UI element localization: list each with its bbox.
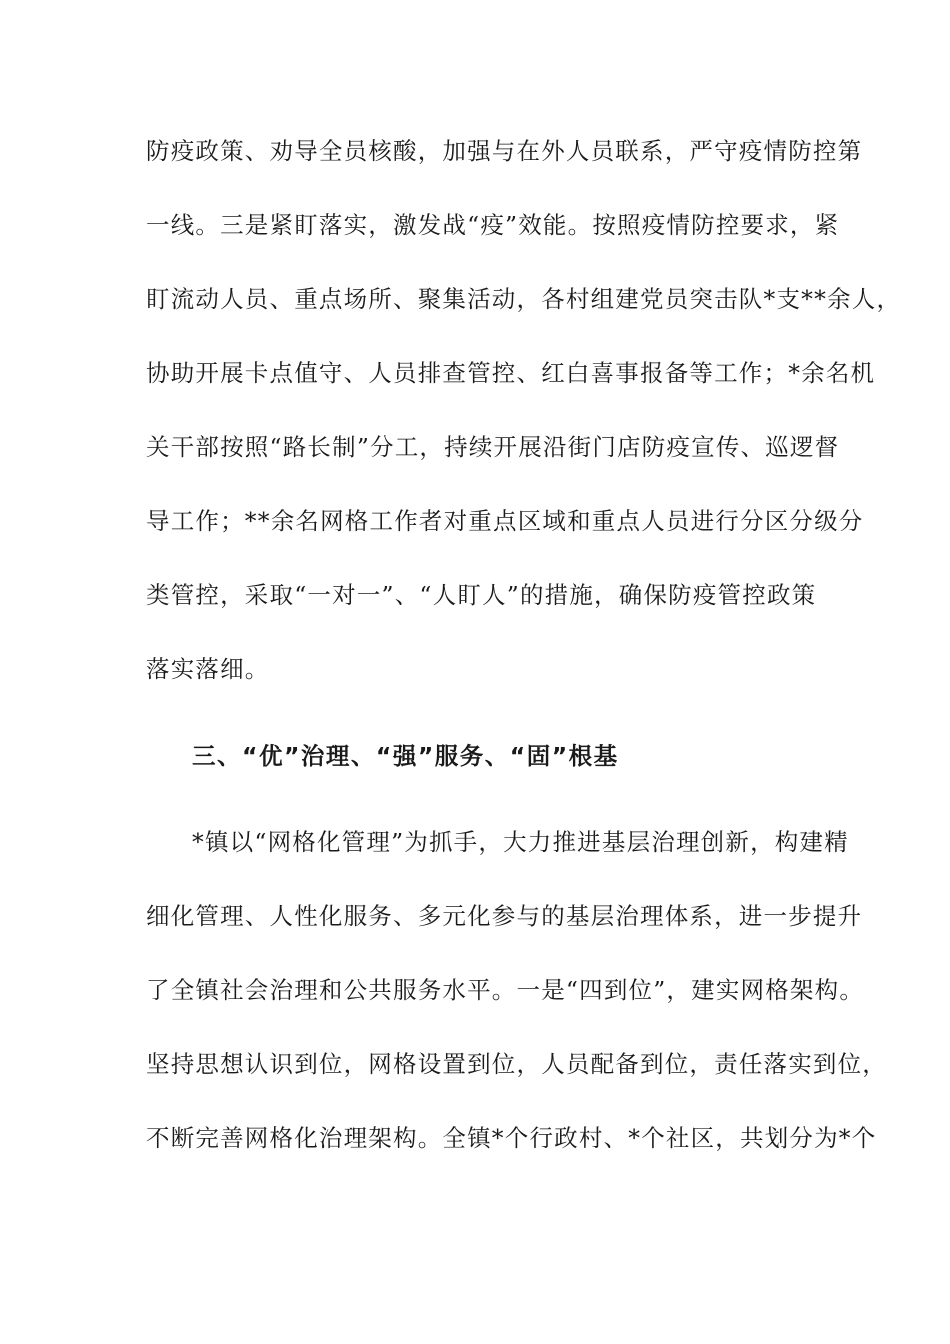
paragraph-1-line-3: 盯流动人员、重点场所、聚集活动，各村组建党员突击队*支**余人， xyxy=(146,285,902,313)
paragraph-2-line-4: 坚持思想认识到位，网格设置到位，人员配备到位，责任落实到位， xyxy=(146,1050,887,1078)
paragraph-1-line-1: 防疫政策、劝导全员核酸，加强与在外人员联系，严守疫情防控第 xyxy=(146,137,863,165)
paragraph-1-line-4: 协助开展卡点值守、人员排查管控、红白喜事报备等工作；*余名机 xyxy=(146,359,876,387)
section-heading: 三、“优”治理、“强”服务、“固”根基 xyxy=(192,742,619,770)
paragraph-1-line-2: 一线。三是紧盯落实，激发战“疫”效能。按照疫情防控要求，紧 xyxy=(146,211,840,239)
paragraph-2-line-2: 细化管理、人性化服务、多元化参与的基层治理体系，进一步提升 xyxy=(146,902,863,930)
paragraph-1-line-8: 落实落细。 xyxy=(146,655,270,683)
paragraph-1-line-6: 导工作；**余名网格工作者对重点区域和重点人员进行分区分级分 xyxy=(146,507,864,535)
paragraph-2-line-5: 不断完善网格化治理架构。全镇*个行政村、*个社区，共划分为*个 xyxy=(146,1124,877,1152)
paragraph-2-line-1: *镇以“网格化管理”为抓手，大力推进基层治理创新，构建精 xyxy=(192,828,849,856)
paragraph-2-line-3: 了全镇社会治理和公共服务水平。一是“四到位”，建实网格架构。 xyxy=(146,976,865,1004)
paragraph-1-line-7: 类管控，采取“一对一”、“人盯人”的措施，确保防疫管控政策 xyxy=(146,581,817,609)
paragraph-1-line-5: 关干部按照“路长制”分工，持续开展沿街门店防疫宣传、巡逻督 xyxy=(146,433,840,461)
